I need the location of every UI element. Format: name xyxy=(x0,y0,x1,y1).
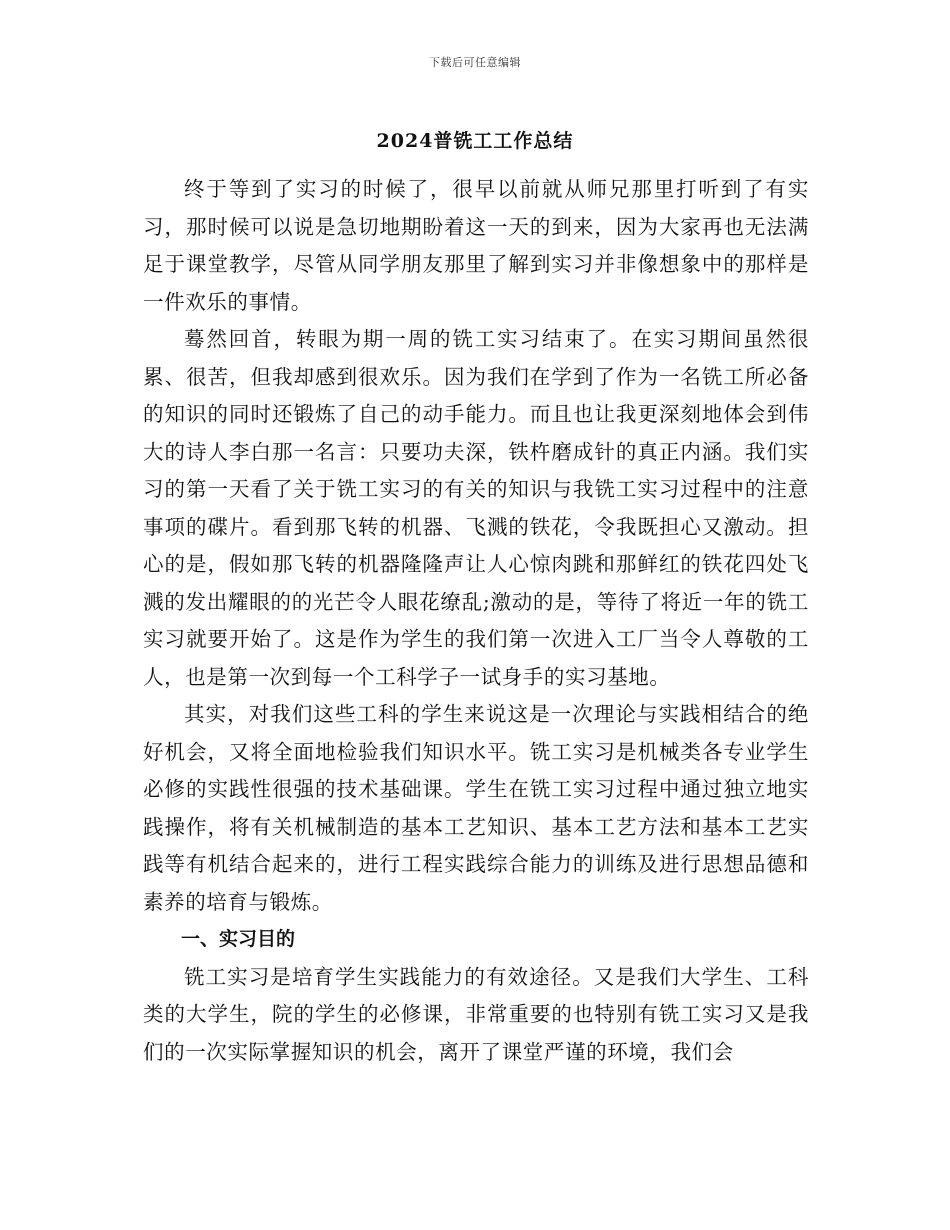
section-heading-purpose: 一、实习目的 xyxy=(181,928,296,950)
paragraph-opportunity: 其实，对我们这些工科的学生来说这是一次理论与实践相结合的绝好机会，又将全面地检验我们知识水平。铣工实习是机械类各专业学生必修的实践性很强的技术基础课。学生在铣工实习过程中通过独立地实践操作，将有关机械制造的基本工艺知识、基本工艺方法和基本工艺实践等有机结合起来的，进行工程实践综合能力的训练及进行思想品德和素养的培育与锻炼。 xyxy=(143,702,809,914)
paragraph-reflection: 蓦然回首，转眼为期一周的铣工实习结束了。在实习期间虽然很累、很苦，但我却感到很欢乐。因为我们在学到了作为一名铣工所必备的知识的同时还锻炼了自己的动手能力。而且也让我更深刻地体会到伟大的诗人李白那一名言：只要功夫深，铁杵磨成针的真正内涵。我们实习的第一天看了关于铣工实习的有关的知识与我铣工实习过程中的注意事项的碟片。看到那飞转的机器、飞溅的铁花，令我既担心又激动。担心的是，假如那飞转的机器隆隆声让人心惊肉跳和那鲜红的铁花四处飞溅的发出耀眼的的光芒令人眼花缭乱;激动的是，等待了将近一年的铣工实习就要开始了。这是作为学生的我们第一次进入工厂当令人尊敬的工人，也是第一次到每一个工科学子一试身手的实习基地。 xyxy=(143,327,809,689)
paragraph-intro: 终于等到了实习的时候了，很早以前就从师兄那里打听到了有实习，那时候可以说是急切地期盼着这一天的到来，因为大家再也无法满足于课堂教学，尽管从同学朋友那里了解到实习并非像想象中的那样是一件欢乐的事情。 xyxy=(143,177,809,314)
document-body xyxy=(143,171,809,1071)
paragraph-purpose: 铣工实习是培育学生实践能力的有效途径。又是我们大学生、工科类的大学生，院的学生的必修课，非常重要的也特别有铣工实习又是我们的一次实际掌握知识的机会，离开了课堂严谨的环境，我们会 xyxy=(143,964,809,1064)
header-note: 下载后可任意编辑 xyxy=(429,56,521,69)
document-title: 2024普铣工工作总结 xyxy=(376,130,574,152)
